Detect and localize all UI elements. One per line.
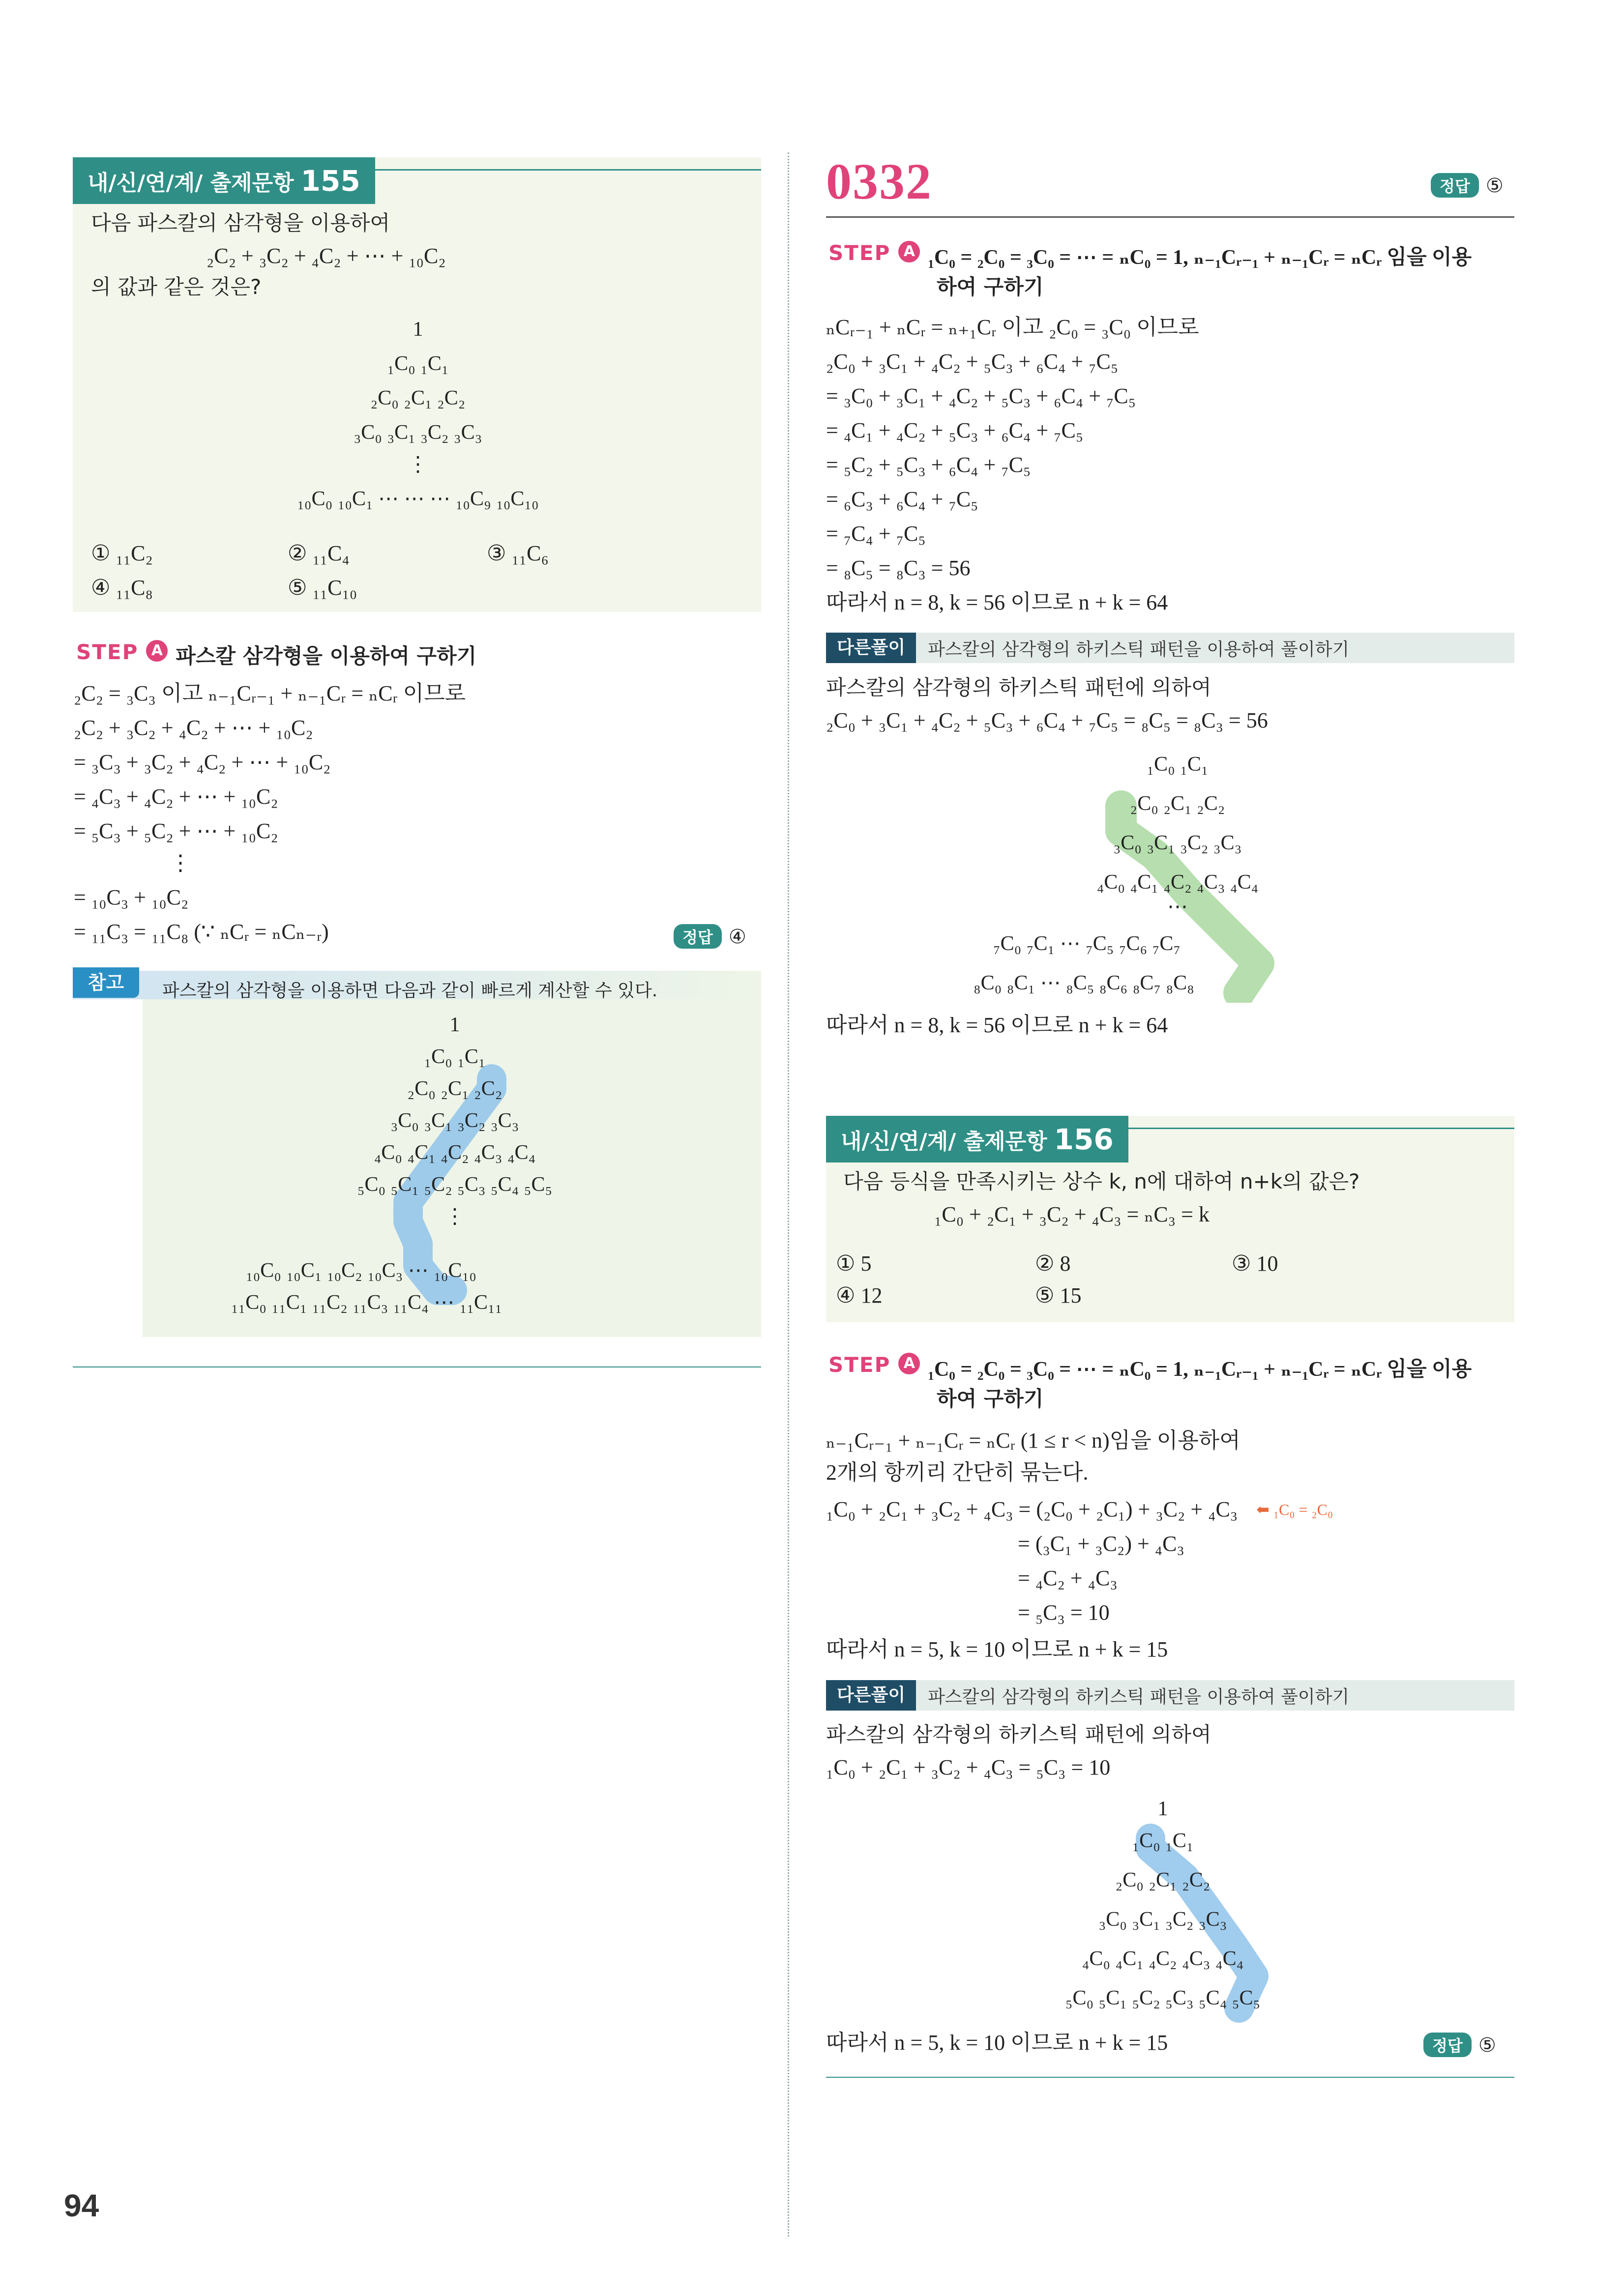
p156-alt-line-2: ₁C₀ + ₂C₁ + ₃C₂ + ₄C₃ = ₅C₃ = 10 bbox=[826, 1755, 1111, 1779]
step-title-1: ₁C₀ = ₂C₀ = ₃C₀ = ⋯ = ₙC₀ = 1, ₙ₋₁Cᵣ₋₁ + ₙ₋₁Cᵣ = ₙCᵣ 임을 이용 bbox=[928, 246, 1472, 269]
problem-number: 155 bbox=[300, 164, 360, 198]
left-solution-line-5: ⋮ bbox=[170, 851, 191, 875]
p156-triangle-row-4: ₄C₀ ₄C₁ ₄C₂ ₄C₃ ₄C₄ bbox=[1082, 1947, 1244, 1970]
p332-triangle-row-4: ⋯ bbox=[1167, 896, 1188, 918]
answer-value: ④ bbox=[728, 925, 746, 948]
p156-triangle-row-2: ₂C₀ ₂C₁ ₂C₂ bbox=[1115, 1869, 1211, 1891]
note-triangle-row-4: ₄C₀ ₄C₁ ₄C₂ ₄C₃ ₄C₄ bbox=[374, 1141, 536, 1164]
note-triangle-row-0: 1 bbox=[449, 1014, 460, 1036]
answer-label: 정답 bbox=[1431, 173, 1479, 198]
left-solution-line-2: = ₃C₃ + ₃C₂ + ₄C₂ + ⋯ + ₁₀C₂ bbox=[74, 750, 331, 774]
p156-line-0: ₙ₋₁Cᵣ₋₁ + ₙ₋₁Cᵣ = ₙCᵣ (1 ≤ r < n)임을 이용하여 bbox=[826, 1428, 1240, 1453]
step-letter: A bbox=[146, 640, 168, 662]
p156-triangle-row-1: ₁C₀ ₁C₁ bbox=[1132, 1830, 1194, 1852]
p332-alt-line-1: 파스칼의 삼각형의 하키스틱 패턴에 의하여 bbox=[826, 675, 1211, 699]
question-expr: ₂C₂ + ₃C₂ + ₄C₂ + ⋯ + ₁₀C₂ bbox=[207, 244, 446, 268]
p332-step-title-2: 하여 구하기 bbox=[937, 275, 1044, 299]
p332-line-0: ₙCᵣ₋₁ + ₙCᵣ = ₙ₊₁Cᵣ 이고 ₂C₀ = ₃C₀ 이므로 bbox=[826, 315, 1199, 339]
choice-1[interactable]: ① ₁₁C₂ bbox=[91, 541, 153, 565]
p332-line-7: = ₈C₅ = ₈C₃ = 56 bbox=[826, 556, 971, 580]
p332-line-3: = ₄C₁ + ₄C₂ + ₅C₃ + ₆C₄ + ₇C₅ bbox=[826, 418, 1084, 442]
left-bottom-rule bbox=[73, 1366, 761, 1367]
left-solution-line-3: = ₄C₃ + ₄C₂ + ⋯ + ₁₀C₂ bbox=[74, 785, 278, 809]
p156-line-3: = (₃C₁ + ₃C₂) + ₄C₃ bbox=[1018, 1532, 1184, 1556]
problem-tag: 내/신/연/계/ 출제문항 bbox=[841, 1129, 1047, 1154]
problem-155-badge bbox=[73, 157, 375, 204]
choice-5[interactable]: ⑤ ₁₁C₁₀ bbox=[288, 576, 357, 600]
answer-value: ⑤ bbox=[1485, 174, 1504, 197]
left-solution-line-4: = ₅C₃ + ₅C₂ + ⋯ + ₁₀C₂ bbox=[74, 819, 278, 843]
problem-0332-number: 0332 bbox=[826, 153, 932, 210]
p156-choice-5[interactable]: ⑤ 15 bbox=[1035, 1283, 1082, 1308]
p332-rule bbox=[826, 216, 1514, 218]
left-solution-line-6: = ₁₀C₃ + ₁₀C₂ bbox=[74, 885, 189, 909]
p156-choice-4[interactable]: ④ 12 bbox=[836, 1283, 883, 1308]
p156-line-6: 따라서 n = 5, k = 10 이므로 n + k = 15 bbox=[826, 1637, 1168, 1661]
p332-line-1: ₂C₀ + ₃C₁ + ₄C₂ + ₅C₃ + ₆C₄ + ₇C₅ bbox=[826, 349, 1119, 374]
p156-line-1: 2개의 항끼리 간단히 묶는다. bbox=[826, 1460, 1089, 1484]
problem-tag: 내/신/연/계/ 출제문항 bbox=[88, 170, 294, 196]
p332-line-4: = ₅C₂ + ₅C₃ + ₆C₄ + ₇C₅ bbox=[826, 453, 1031, 477]
p332-alt-header bbox=[826, 633, 1514, 663]
note-triangle-row-8: ₁₁C₀ ₁₁C₁ ₁₁C₂ ₁₁C₃ ₁₁C₄ ⋯ ₁₁C₁₁ bbox=[231, 1291, 502, 1314]
p332-line-6: = ₇C₄ + ₇C₅ bbox=[826, 522, 926, 546]
problem-triangle-row-3: ₃C₀ ₃C₁ ₃C₂ ₃C₃ bbox=[354, 421, 482, 444]
p156-line-2: ₁C₀ + ₂C₁ + ₃C₂ + ₄C₃ = (₂C₀ + ₂C₁) + ₃C₂ + ₄C₃ bbox=[826, 1497, 1238, 1521]
step-letter: A bbox=[898, 1353, 920, 1374]
p332-triangle-row-6: ₈C₀ ₈C₁ ⋯ ₈C₅ ₈C₆ ₈C₇ ₈C₈ bbox=[974, 972, 1194, 994]
left-step-a bbox=[76, 640, 476, 669]
p156-step-title-2: 하여 구하기 bbox=[937, 1387, 1044, 1411]
p332-triangle-row-2: ₃C₀ ₃C₁ ₃C₂ ₃C₃ bbox=[1113, 832, 1242, 854]
left-solution-line-7: = ₁₁C₃ = ₁₁C₈ (∵ ₙCᵣ = ₙCₙ₋ᵣ) bbox=[74, 920, 329, 944]
p332-line-5: = ₆C₃ + ₆C₄ + ₇C₅ bbox=[826, 487, 978, 511]
p156-answer bbox=[1423, 2033, 1496, 2057]
p156-line-5: = ₅C₃ = 10 bbox=[1018, 1600, 1110, 1625]
answer-label: 정답 bbox=[1423, 2033, 1472, 2057]
p156-expr: ₁C₀ + ₂C₁ + ₃C₂ + ₄C₃ = ₙC₃ = k bbox=[934, 1202, 1210, 1226]
problem-triangle-row-1: ₁C₀ ₁C₁ bbox=[387, 352, 449, 375]
p332-line-2: = ₃C₀ + ₃C₁ + ₄C₂ + ₅C₃ + ₆C₄ + ₇C₅ bbox=[826, 384, 1136, 408]
page-number: 94 bbox=[64, 2188, 99, 2223]
problem-triangle-row-5: ₁₀C₀ ₁₀C₁ ⋯ ⋯ ⋯ ₁₀C₉ ₁₀C₁₀ bbox=[297, 488, 539, 510]
right-bottom-rule bbox=[826, 2077, 1514, 2078]
p332-triangle-row-1: ₂C₀ ₂C₁ ₂C₂ bbox=[1130, 792, 1225, 815]
choice-2[interactable]: ② ₁₁C₄ bbox=[288, 541, 350, 565]
problem-156-badge bbox=[826, 1116, 1128, 1163]
p156-triangle-row-0: 1 bbox=[1157, 1798, 1168, 1820]
note-triangle-row-2: ₂C₀ ₂C₁ ₂C₂ bbox=[407, 1077, 502, 1100]
p332-triangle-row-3: ₄C₀ ₄C₁ ₄C₂ ₄C₃ ₄C₄ bbox=[1096, 871, 1259, 894]
problem-triangle-row-0: 1 bbox=[413, 318, 423, 341]
note-triangle-row-3: ₃C₀ ₃C₁ ₃C₂ ₃C₃ bbox=[390, 1109, 519, 1132]
note-text: 파스칼의 삼각형을 이용하면 다음과 같이 빠르게 계산할 수 있다. bbox=[162, 981, 658, 1001]
alt-label: 다른풀이 bbox=[826, 633, 916, 663]
answer-value: ⑤ bbox=[1478, 2034, 1496, 2056]
step-letter: A bbox=[898, 241, 920, 262]
p332-step-a bbox=[828, 241, 1472, 270]
step-title: 파스칼 삼각형을 이용하여 구하기 bbox=[176, 644, 477, 668]
question-line-1: 다음 파스칼의 삼각형을 이용하여 bbox=[91, 211, 390, 235]
step-label: STEP bbox=[76, 640, 139, 664]
p156-triangle-row-5: ₅C₀ ₅C₁ ₅C₂ ₅C₃ ₅C₄ ₅C₅ bbox=[1065, 1987, 1261, 2009]
note-triangle-row-5: ₅C₀ ₅C₁ ₅C₂ ₅C₃ ₅C₄ ₅C₅ bbox=[357, 1173, 553, 1196]
note-triangle-row-6: ⋮ bbox=[444, 1205, 465, 1228]
problem-triangle-row-2: ₂C₀ ₂C₁ ₂C₂ bbox=[370, 387, 466, 409]
answer-label: 정답 bbox=[674, 924, 722, 949]
p156-alt-header bbox=[826, 1680, 1514, 1711]
p332-conclusion: 따라서 n = 8, k = 56 이므로 n + k = 64 bbox=[826, 1013, 1168, 1037]
left-solution-line-0: ₂C₂ = ₃C₃ 이고 ₙ₋₁Cᵣ₋₁ + ₙ₋₁Cᵣ = ₙCᵣ 이므로 bbox=[74, 681, 466, 705]
p156-choice-3[interactable]: ③ 10 bbox=[1232, 1251, 1278, 1276]
problem-triangle-row-4: ⋮ bbox=[408, 453, 428, 476]
problem-number: 156 bbox=[1054, 1122, 1114, 1156]
question-line-3: 의 값과 같은 것은? bbox=[91, 275, 262, 299]
p156-question: 다음 등식을 만족시키는 상수 k, n에 대하여 n+k의 값은? bbox=[843, 1169, 1360, 1193]
p156-choice-2[interactable]: ② 8 bbox=[1035, 1251, 1071, 1276]
p332-alt-line-2: ₂C₀ + ₃C₁ + ₄C₂ + ₅C₃ + ₆C₄ + ₇C₅ = ₈C₅ = ₈C₃ = 56 bbox=[826, 708, 1268, 732]
step-label: STEP bbox=[828, 1353, 891, 1377]
p332-answer bbox=[1431, 173, 1504, 198]
p156-side-note: ⬅ ₁C₀ = ₂C₀ bbox=[1256, 1501, 1333, 1518]
p332-line-8: 따라서 n = 8, k = 56 이므로 n + k = 64 bbox=[826, 590, 1168, 614]
p332-triangle-row-5: ₇C₀ ₇C₁ ⋯ ₇C₅ ₇C₆ ₇C₇ bbox=[993, 932, 1181, 955]
alt-title: 파스칼의 삼각형의 하키스틱 패턴을 이용하여 풀이하기 bbox=[928, 639, 1350, 660]
p332-triangle-row-0: ₁C₀ ₁C₁ bbox=[1147, 753, 1209, 776]
choice-3[interactable]: ③ ₁₁C₆ bbox=[487, 541, 549, 565]
note-triangle-row-1: ₁C₀ ₁C₁ bbox=[424, 1046, 486, 1068]
note-triangle-row-7: ₁₀C₀ ₁₀C₁ ₁₀C₂ ₁₀C₃ ⋯ ₁₀C₁₀ bbox=[246, 1259, 476, 1282]
left-answer bbox=[674, 924, 746, 949]
column-divider bbox=[788, 152, 789, 2237]
alt-title: 파스칼의 삼각형의 하키스틱 패턴을 이용하여 풀이하기 bbox=[928, 1686, 1350, 1707]
step-label: STEP bbox=[828, 241, 891, 265]
choice-4[interactable]: ④ ₁₁C₈ bbox=[91, 576, 153, 600]
p156-step-a bbox=[828, 1353, 1472, 1382]
p156-line-4: = ₄C₂ + ₄C₃ bbox=[1018, 1566, 1118, 1590]
p156-choice-1[interactable]: ① 5 bbox=[836, 1251, 872, 1276]
p156-triangle-row-3: ₃C₀ ₃C₁ ₃C₂ ₃C₃ bbox=[1098, 1908, 1227, 1931]
p156-alt-line-1: 파스칼의 삼각형의 하키스틱 패턴에 의하여 bbox=[826, 1722, 1211, 1746]
p156-conclusion: 따라서 n = 5, k = 10 이므로 n + k = 15 bbox=[826, 2031, 1168, 2055]
alt-label: 다른풀이 bbox=[826, 1680, 916, 1711]
left-solution-line-1: ₂C₂ + ₃C₂ + ₄C₂ + ⋯ + ₁₀C₂ bbox=[74, 716, 313, 740]
note-label: 참고 bbox=[73, 967, 139, 998]
step-title-1: ₁C₀ = ₂C₀ = ₃C₀ = ⋯ = ₙC₀ = 1, ₙ₋₁Cᵣ₋₁ + ₙ₋₁Cᵣ = ₙCᵣ 임을 이용 bbox=[928, 1358, 1472, 1381]
